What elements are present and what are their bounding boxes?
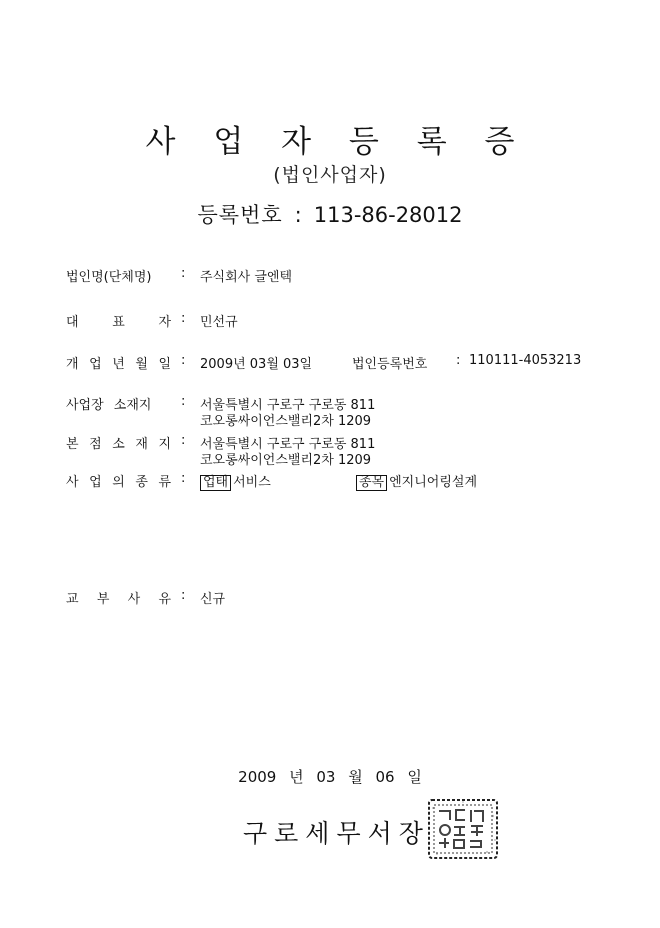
label-char: 류 xyxy=(158,475,171,490)
label-char: 본 xyxy=(66,437,79,452)
corp-name-colon: : xyxy=(181,266,186,281)
business-item xyxy=(356,471,477,491)
issue-reason-value: 신규 xyxy=(200,592,226,607)
registration-number-line xyxy=(0,199,660,229)
business-location-line1: 서울특별시 구로구 구로동 811 xyxy=(200,398,376,413)
head-office-colon: : xyxy=(181,433,186,448)
category-value: 서비스 xyxy=(233,475,271,490)
corp-reg-colon: : xyxy=(456,353,461,368)
corp-reg-value: 110111-4053213 xyxy=(469,353,582,368)
field-representative xyxy=(0,311,660,329)
label-char: 년 xyxy=(112,357,125,372)
label-char: 점 xyxy=(89,437,102,452)
label-char: 사 xyxy=(66,475,79,490)
label-char: 지 xyxy=(158,437,171,452)
issue-reason-label xyxy=(66,588,171,607)
field-issue-reason xyxy=(0,588,660,606)
document-subtitle: (법인사업자) xyxy=(273,164,387,186)
field-opening-date xyxy=(0,353,660,371)
business-type-colon: : xyxy=(181,471,186,486)
field-corp-name xyxy=(0,266,660,284)
item-tag: 종목 xyxy=(356,475,387,491)
business-category xyxy=(200,471,271,491)
head-office-label xyxy=(66,433,171,452)
label-char: 교 xyxy=(66,592,79,607)
label-char: 의 xyxy=(112,475,125,490)
label-char: 재 xyxy=(135,437,148,452)
issue-date: 2009 년 03 월 06 일 xyxy=(238,768,422,786)
opening-date-label xyxy=(66,353,171,372)
label-char: 대 xyxy=(66,315,79,330)
representative-value: 민선규 xyxy=(200,315,238,330)
head-office-line2: 코오롱싸이언스밸리2차 1209 xyxy=(200,453,372,468)
label-char: 사 xyxy=(127,592,141,607)
label-char: 부 xyxy=(96,592,110,607)
representative-colon: : xyxy=(181,311,186,326)
label-char: 업 xyxy=(89,357,102,372)
registration-separator: : xyxy=(294,203,302,227)
corp-reg-label: 법인등록번호 xyxy=(352,357,428,372)
label-char: 월 xyxy=(135,357,148,372)
corp-name-value: 주식회사 글엔텍 xyxy=(200,270,293,285)
field-head-office xyxy=(0,433,660,469)
business-location-label: 사업장 소재지 xyxy=(66,398,152,413)
field-business-type xyxy=(0,471,660,489)
issuer-name: 구로세무서장 xyxy=(243,819,430,848)
official-seal-icon xyxy=(425,796,501,862)
field-business-location xyxy=(0,394,660,430)
category-tag: 업태 xyxy=(200,475,231,491)
label-char: 종 xyxy=(135,475,148,490)
label-char: 표 xyxy=(112,315,125,330)
label-char: 일 xyxy=(158,357,171,372)
label-char: 소 xyxy=(112,437,125,452)
business-type-label xyxy=(66,471,171,490)
issue-reason-colon: : xyxy=(181,588,186,603)
item-value: 엔지니어링설계 xyxy=(389,475,478,490)
registration-label: 등록번호 xyxy=(197,203,283,227)
registration-number: 113-86-28012 xyxy=(313,203,463,227)
opening-date-colon: : xyxy=(181,353,186,368)
label-char: 개 xyxy=(66,357,79,372)
document-title: 사 업 자 등 록 증 xyxy=(145,124,529,160)
corp-name-label: 법인명(단체명) xyxy=(66,270,152,285)
business-location-colon: : xyxy=(181,394,186,409)
label-char: 업 xyxy=(89,475,102,490)
head-office-line1: 서울특별시 구로구 구로동 811 xyxy=(200,437,376,452)
label-char: 유 xyxy=(158,592,171,607)
business-location-line2: 코오롱싸이언스밸리2차 1209 xyxy=(200,414,372,429)
opening-date-value: 2009년 03월 03일 xyxy=(200,357,313,372)
representative-label xyxy=(66,311,171,330)
label-char: 자 xyxy=(158,315,171,330)
